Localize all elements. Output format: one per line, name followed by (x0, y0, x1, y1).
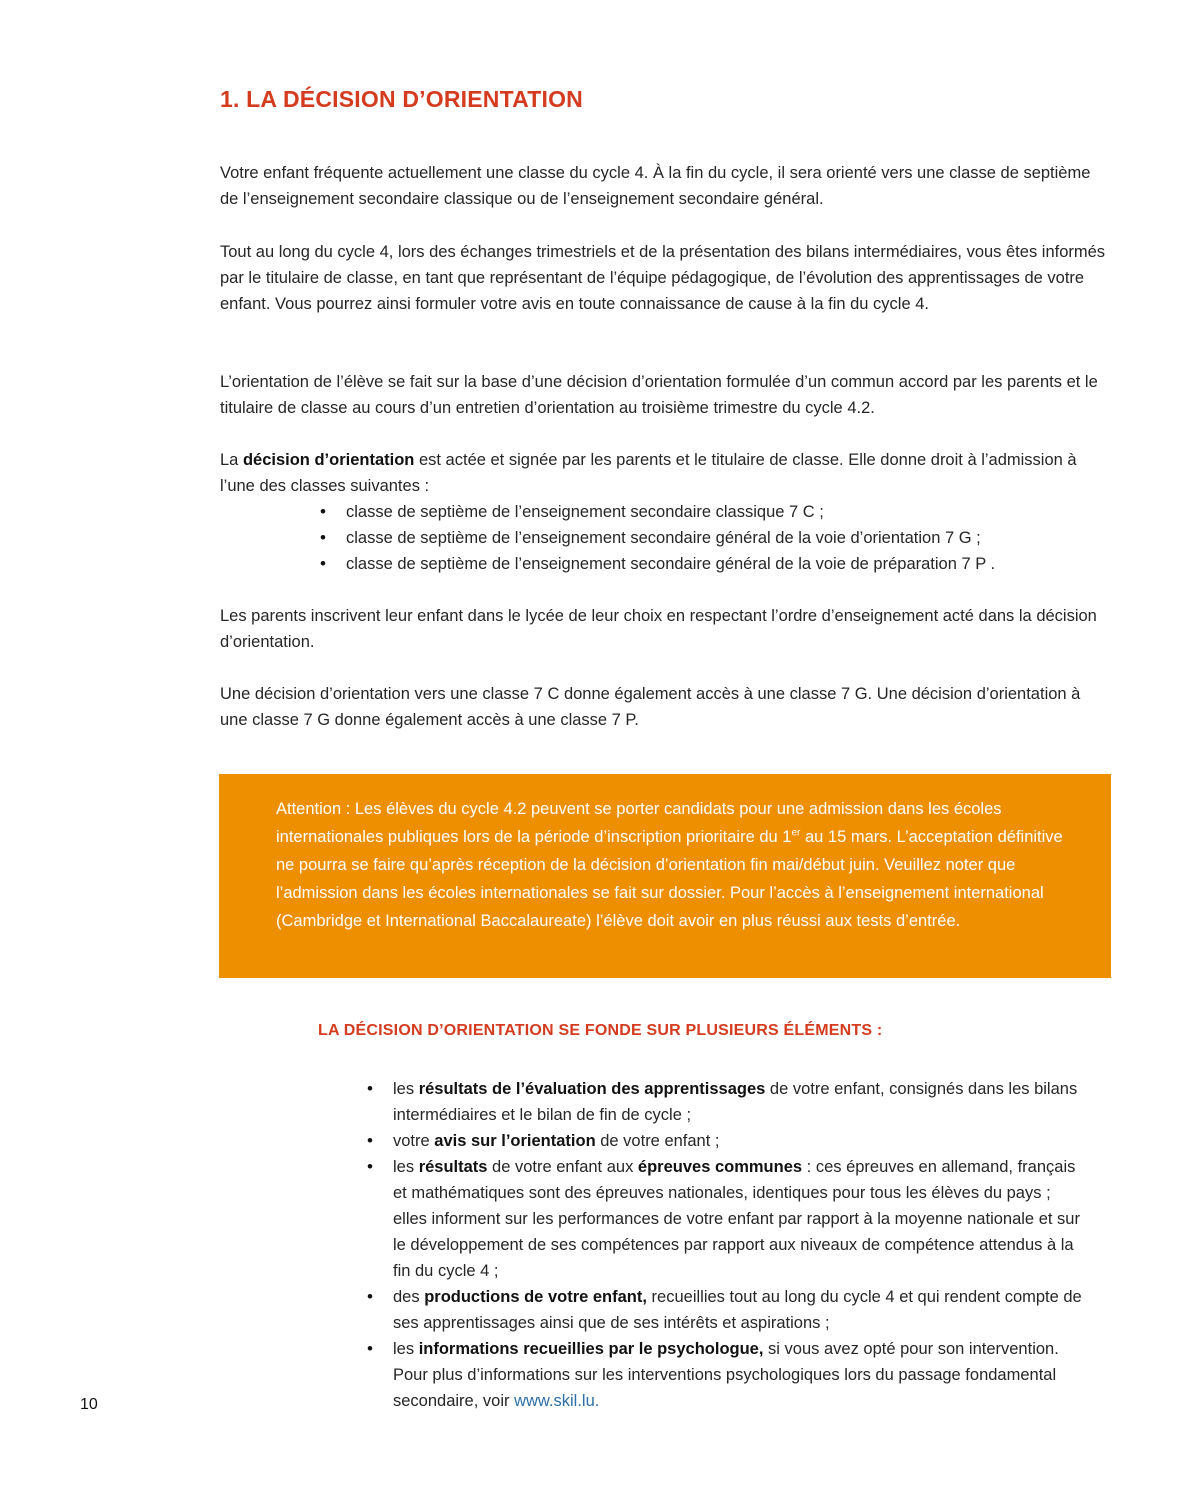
item-text: des (393, 1288, 425, 1306)
item-text: : ces épreuves en allemand, français et mathématiques sont des épreuves nationales, identiques pour tous les élèves du pays ; elles informent sur les performances de votre enfant par rapport à la moyenne nationale et sur le développement de ses compétences par rapport aux niveaux de compétence attendus à la fin du cycle 4 ; (393, 1158, 1080, 1280)
item-bold: résultats de l’évaluation des apprentissages (418, 1080, 766, 1098)
list-item: • classe de septième de l’enseignement secondaire général de la voie d’orientation 7 G ; (320, 525, 1100, 551)
skil-link[interactable]: www.skil.lu. (514, 1392, 600, 1410)
item-bold: productions de votre enfant, (424, 1288, 647, 1306)
list-item (367, 1154, 1087, 1284)
item-text: de votre enfant ; (595, 1132, 720, 1150)
item-bold: épreuves communes (637, 1158, 803, 1176)
item-text: recueillies tout au long du cycle 4 et qui rendent compte de ses apprentissages ainsi que de ses intérêts et aspirations ; (393, 1288, 1082, 1332)
paragraph-exchanges: Tout au long du cycle 4, lors des échanges trimestriels et de la présentation des bilans intermédiaires, vous êtes informés par le titulaire de classe, en tant que représentant de l’équipe pédagogique, de l’évolution des apprentissages de votre enfant. Vous pourrez ainsi formuler votre avis en toute connaissance de cause à la fin du cycle 4. (220, 243, 1106, 313)
item-text: de votre enfant, consignés dans les bilans intermédiaires et le bilan de fin de cycle ; (393, 1080, 1078, 1124)
item-text: si vous avez opté pour son intervention. Pour plus d’informations sur les interventions psychologiques lors du passage fondamental secondaire, voir (393, 1340, 1059, 1410)
section-title: 1. LA DÉCISION D’ORIENTATION (220, 86, 583, 112)
item-text: de votre enfant aux (487, 1158, 638, 1176)
elements-list (367, 1076, 1087, 1414)
decision-term: décision d’orientation (242, 451, 415, 469)
item-text: les (393, 1080, 419, 1098)
item-bold: avis sur l’orientation (434, 1132, 596, 1150)
item-text: les (393, 1158, 419, 1176)
classes-list (320, 499, 1100, 577)
decision-suffix: est actée et signée par les parents et le titulaire de classe. Elle donne droit à l’admission à l’une des classes suivantes : (220, 451, 1077, 495)
attention-text (276, 795, 1076, 935)
page-number: 10 (80, 1396, 98, 1413)
list-item: • classe de septième de l’enseignement secondaire général de la voie de préparation 7 P . (320, 551, 1100, 577)
paragraph-enrollment: Les parents inscrivent leur enfant dans le lycée de leur choix en respectant l’ordre d’enseignement acté dans la décision d’orientation. (220, 607, 1097, 651)
attention-callout (219, 774, 1111, 978)
paragraph-decision (220, 447, 1110, 499)
paragraph-orientation-basis: L’orientation de l’élève se fait sur la base d’une décision d’orientation formulée d’un commun accord par les parents et le titulaire de classe au cours d’un entretien d’orientation au troisième trimestre du cycle 4.2. (220, 373, 1098, 417)
paragraph-cycle-intro: Votre enfant fréquente actuellement une classe du cycle 4. À la fin du cycle, il sera orienté vers une classe de septième de l’enseignement secondaire classique ou de l’enseignement secondaire général. (220, 164, 1091, 208)
list-item (367, 1336, 1087, 1414)
item-bold: informations recueillies par le psychologue, (418, 1340, 764, 1358)
decision-prefix: La (220, 451, 243, 469)
elements-subtitle: LA DÉCISION D’ORIENTATION SE FONDE SUR PLUSIEURS ÉLÉMENTS : (318, 1022, 883, 1039)
attention-text-rest: au 15 mars. L’acceptation définitive ne pourra se faire qu’après réception de la décision d’orientation fin mai/début juin. Veuillez noter que l’admission dans les écoles internationales se fait sur dossier. Pour l’accès à l’enseignement international (Cambridge et International Baccalaureate) l’élève doit avoir en plus réussi aux tests d’entrée. (276, 828, 1063, 930)
item-text: votre (393, 1132, 435, 1150)
item-text: les (393, 1340, 419, 1358)
paragraph-access: Une décision d’orientation vers une classe 7 C donne également accès à une classe 7 G. Une décision d’orientation à une classe 7 G donne également accès à une classe 7 P. (220, 685, 1081, 729)
item-bold: résultats (418, 1158, 488, 1176)
list-item (367, 1076, 1087, 1128)
list-item (367, 1284, 1087, 1336)
list-item (367, 1128, 1087, 1154)
attention-superscript: er (791, 827, 801, 839)
attention-text-main: Attention : Les élèves du cycle 4.2 peuvent se porter candidats pour une admission dans les écoles internationales publiques lors de la période d’inscription prioritaire du 1 (276, 800, 1002, 846)
list-item: • classe de septième de l’enseignement secondaire classique 7 C ; (320, 499, 1100, 525)
